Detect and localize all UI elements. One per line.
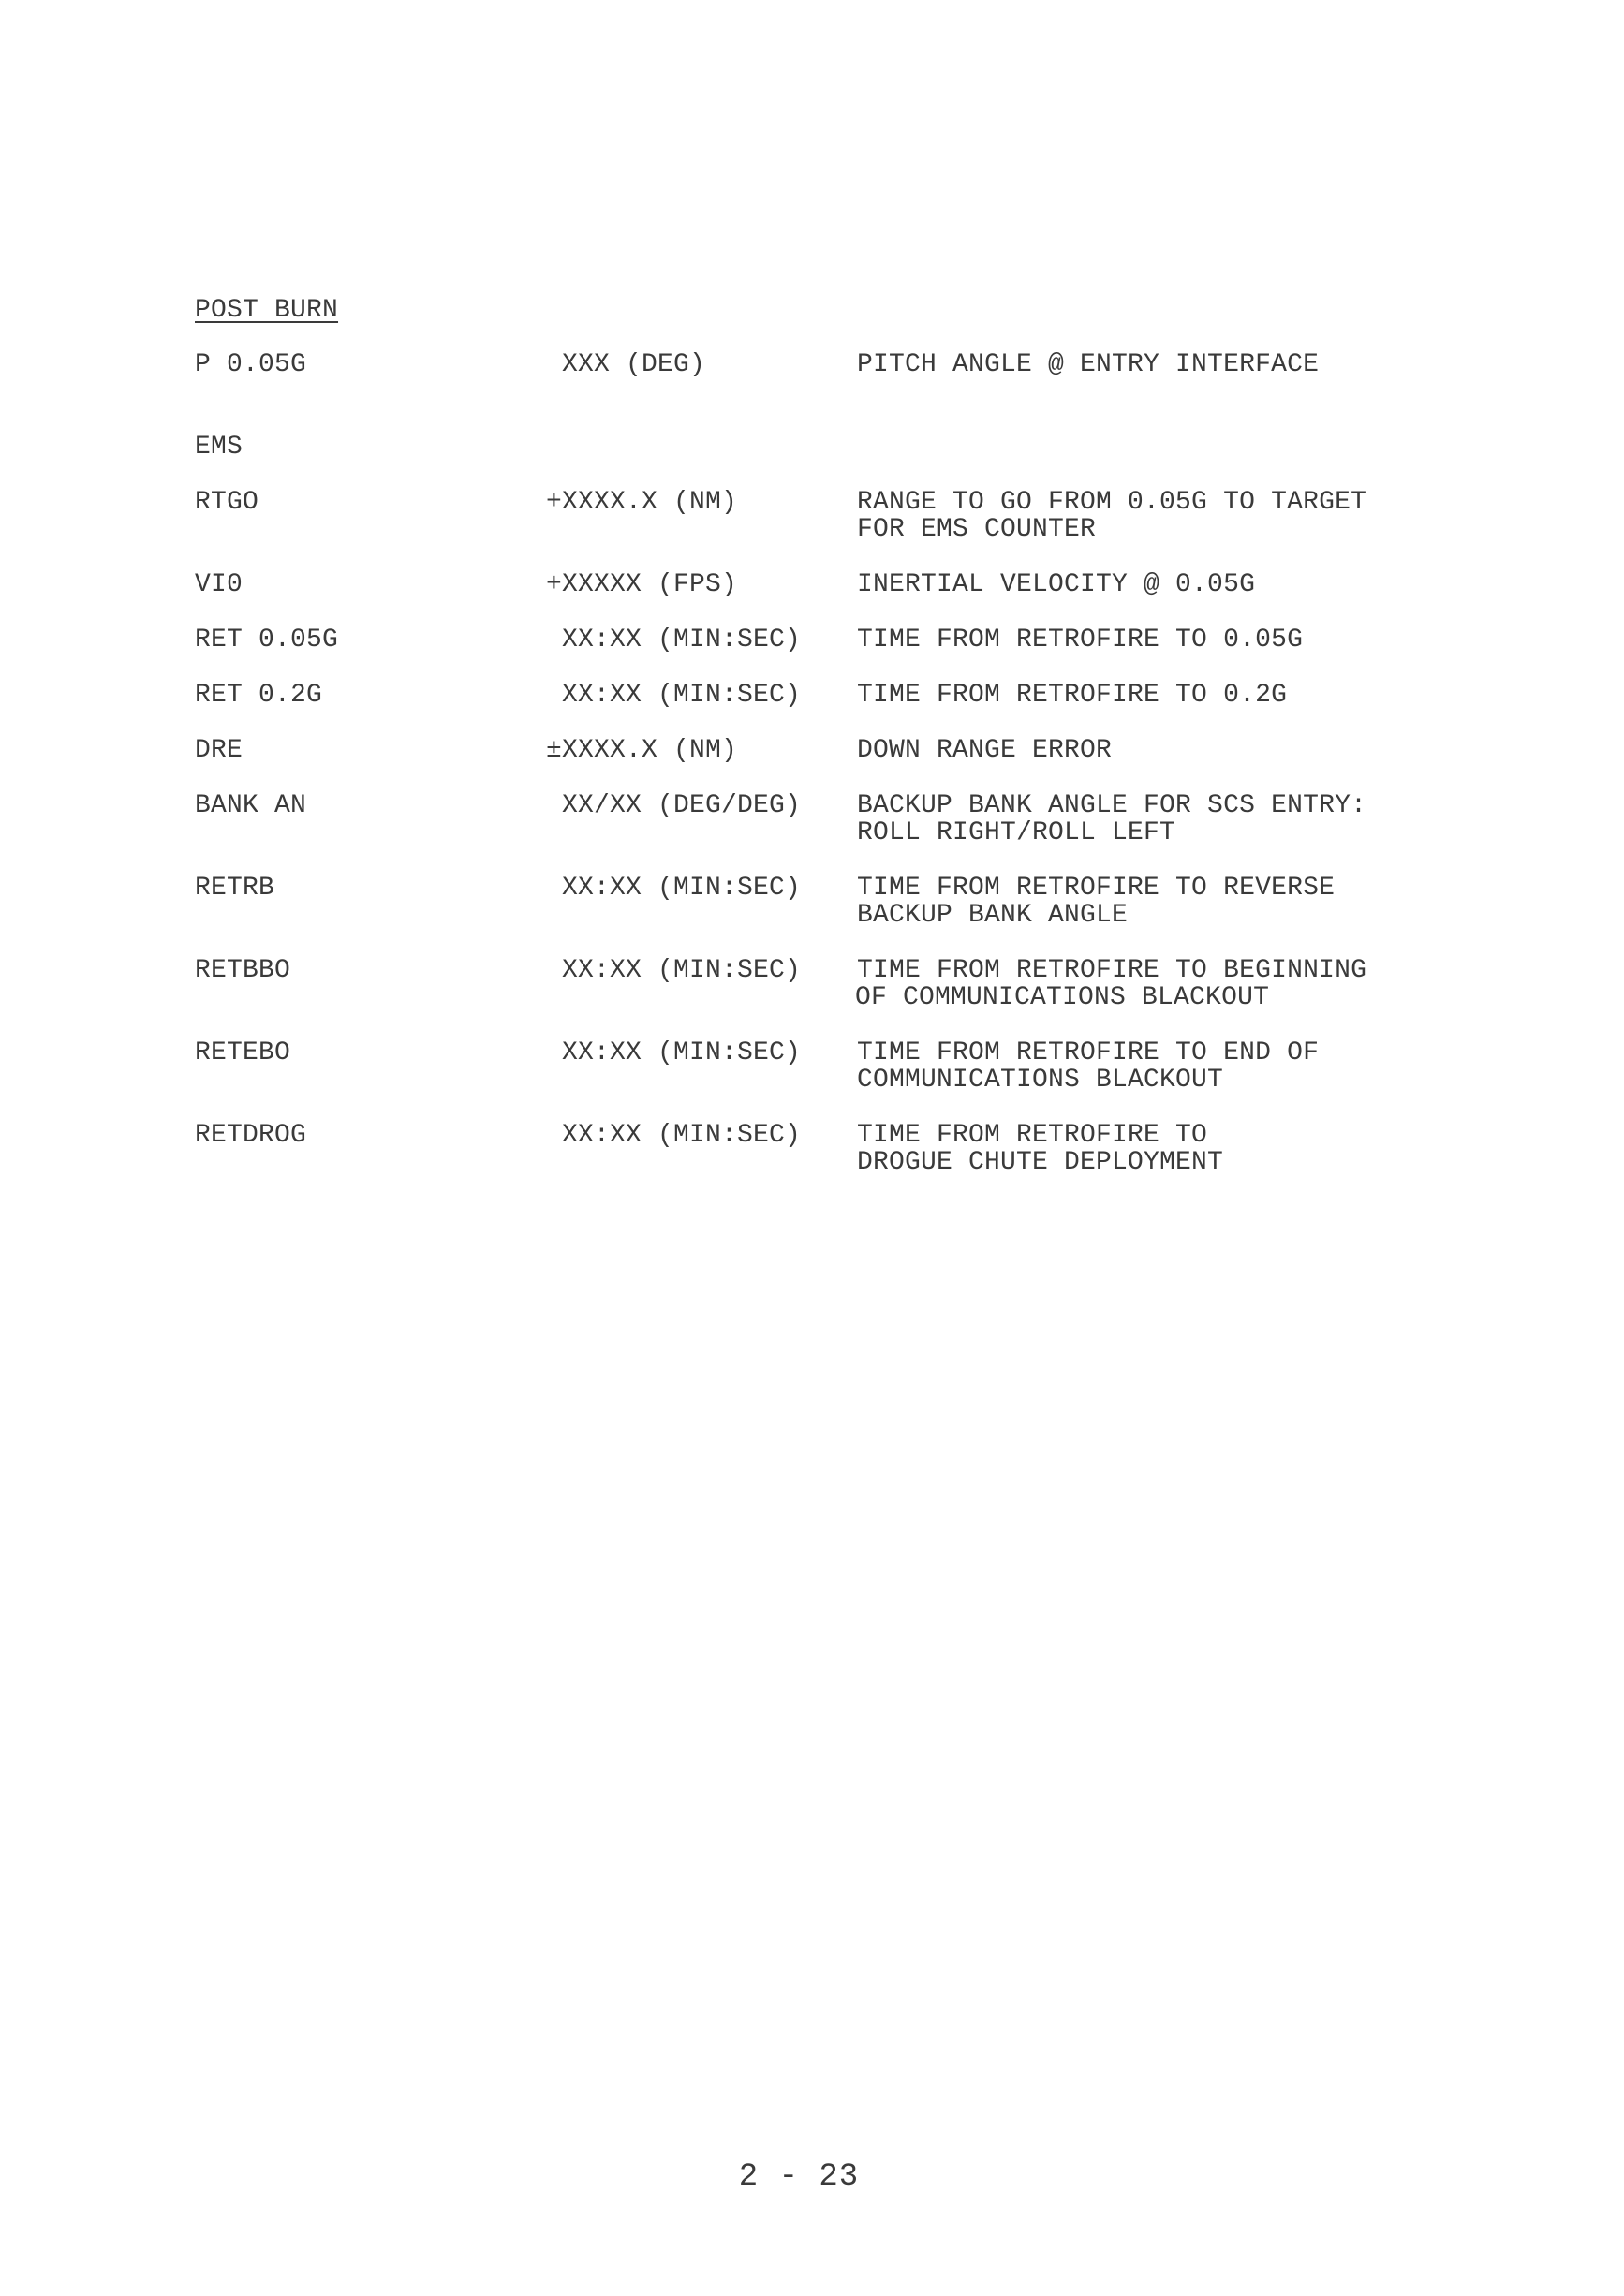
param-name: RETEBO — [195, 1038, 291, 1067]
param-name: RETDROG — [195, 1121, 307, 1150]
param-description: TIME FROM RETROFIRE TO BEGINNING — [857, 956, 1367, 985]
param-description: TIME FROM RETROFIRE TO REVERSE — [857, 874, 1336, 903]
param-format: XX:XX (MIN:SEC) — [562, 874, 802, 903]
param-description: DOWN RANGE ERROR — [857, 736, 1113, 765]
param-format: XX:XX (MIN:SEC) — [562, 956, 802, 985]
param-description-cont: COMMUNICATIONS BLACKOUT — [857, 1066, 1224, 1095]
param-format: +XXXX.X (NM) — [546, 488, 738, 517]
param-name: VI0 — [195, 570, 244, 599]
param-description-cont: FOR EMS COUNTER — [857, 515, 1097, 544]
param-name: BANK AN — [195, 791, 307, 820]
param-name: RET 0.2G — [195, 681, 323, 710]
param-format: XX:XX (MIN:SEC) — [562, 626, 802, 655]
param-description-cont: ROLL RIGHT/ROLL LEFT — [857, 818, 1176, 847]
param-format: XX/XX (DEG/DEG) — [562, 791, 802, 820]
param-description: TIME FROM RETROFIRE TO 0.2G — [857, 681, 1288, 710]
param-name: P 0.05G — [195, 350, 307, 379]
param-description-cont: DROGUE CHUTE DEPLOYMENT — [857, 1148, 1224, 1177]
param-format: XX:XX (MIN:SEC) — [562, 1121, 802, 1150]
param-description: TIME FROM RETROFIRE TO — [857, 1121, 1208, 1150]
param-name: RETRB — [195, 874, 275, 903]
param-format: +XXXXX (FPS) — [546, 570, 738, 599]
param-name: RETBBO — [195, 956, 291, 985]
param-description: TIME FROM RETROFIRE TO 0.05G — [857, 626, 1304, 655]
param-name: DRE — [195, 736, 244, 765]
page-number: 2 - 23 — [738, 2159, 860, 2195]
param-description-cont: BACKUP BANK ANGLE — [857, 901, 1129, 930]
param-name: RET 0.05G — [195, 626, 339, 655]
param-description: RANGE TO GO FROM 0.05G TO TARGET — [857, 488, 1367, 517]
param-name: RTGO — [195, 488, 259, 517]
param-description-cont: OF COMMUNICATIONS BLACKOUT — [855, 983, 1270, 1012]
param-format: XX:XX (MIN:SEC) — [562, 1038, 802, 1067]
param-format: ±XXXX.X (NM) — [546, 736, 738, 765]
param-format: XX:XX (MIN:SEC) — [562, 681, 802, 710]
ems-heading: EMS — [195, 433, 244, 462]
param-description: PITCH ANGLE @ ENTRY INTERFACE — [857, 350, 1320, 379]
param-format: XXX (DEG) — [562, 350, 706, 379]
param-description: TIME FROM RETROFIRE TO END OF — [857, 1038, 1320, 1067]
param-description: BACKUP BANK ANGLE FOR SCS ENTRY: — [857, 791, 1367, 820]
section-heading: POST BURN — [195, 296, 339, 325]
param-description: INERTIAL VELOCITY @ 0.05G — [857, 570, 1256, 599]
